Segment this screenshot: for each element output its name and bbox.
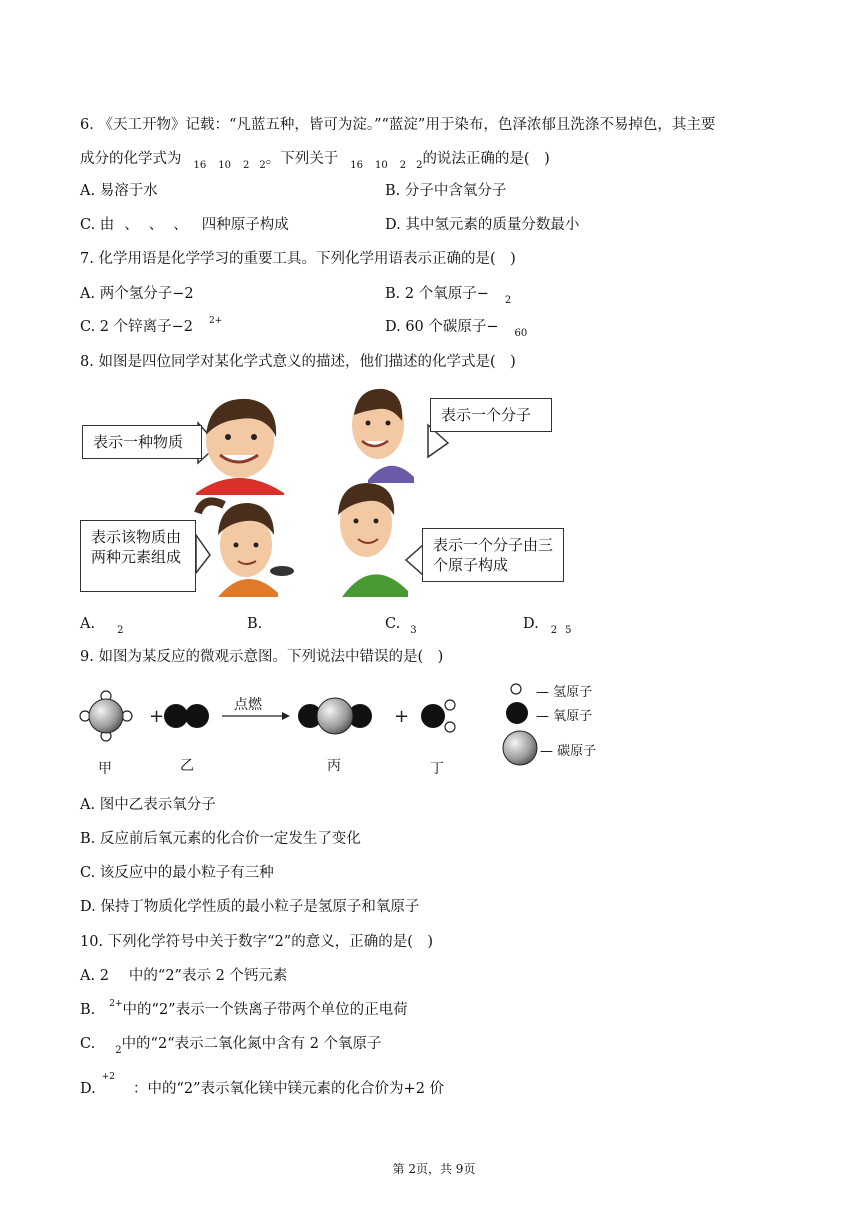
q6-option-b: B. 分子中含氧分子 (385, 183, 507, 199)
label-bing: 丙 (327, 758, 341, 774)
q10-option-d-prefix: D. (80, 1081, 96, 1097)
q8-option-d (523, 615, 571, 635)
q7-stem: 7. 化学用语是化学学习的重要工具。下列化学用语表示正确的是( ) (80, 251, 516, 267)
q7-option-b (385, 285, 511, 305)
q6-stem-line2 (80, 150, 550, 170)
q9-option-d: D. 保持丁物质化学性质的最小粒子是氢原子和氧原子 (80, 899, 420, 915)
page-footer: 第 2页，共 9页 (392, 1162, 476, 1176)
formula-sub: 60 (514, 328, 528, 339)
molecule-yi (164, 704, 209, 728)
bubble-pointer (196, 535, 210, 573)
q10-option-a-text: 中的“2”表示 2 个钙元素 (128, 968, 288, 984)
formula-sub: 2 (416, 160, 423, 171)
q6-stem-text-a: 成分的化学式为 (80, 151, 182, 167)
q6-option-c-suffix: 四种原子构成 (201, 217, 289, 233)
molecule-bing (298, 698, 372, 734)
q6-option-d: D. 其中氢元素的质量分数最小 (385, 217, 580, 233)
q10-option-d (80, 1072, 445, 1100)
formula-sub: 16 (350, 160, 363, 171)
q10-option-a (80, 967, 287, 985)
student-2-illustration (352, 389, 414, 483)
legend-oxygen: — 氧原子 (536, 709, 593, 724)
formula-sub: 2 (259, 160, 266, 171)
q8-option-c (385, 615, 417, 635)
label-jia: 甲 (98, 761, 112, 777)
q7-option-c (80, 318, 222, 338)
formula-sub: 2 (504, 295, 512, 306)
formula-sup: 2+ (209, 316, 223, 326)
q9-option-a: A. 图中乙表示氧分子 (80, 797, 216, 813)
speech-bubble-2: 表示一个分子 (430, 398, 552, 432)
molecule-jia (80, 691, 132, 741)
formula-sub: 5 (565, 625, 572, 636)
bubble-pointer (406, 545, 423, 575)
q10-option-c (80, 1035, 382, 1055)
q10-option-a-prefix: A. 2 (80, 968, 109, 984)
formula-sub: 10 (374, 160, 388, 171)
q10-option-b-prefix: B. (80, 1002, 96, 1018)
q8-stem: 8. 如图是四位同学对某化学式意义的描述，他们描述的化学式是( ) (80, 354, 516, 370)
formula-sub: 2 (550, 625, 558, 636)
q9-option-b: B. 反应前后氧元素的化合价一定发生了变化 (80, 831, 361, 847)
speech-bubble-3: 表示该物质由两种元素组成 (80, 520, 196, 592)
speech-bubble-1: 表示一种物质 (82, 425, 202, 459)
q10-option-d-text: ：中的“2”表示氧化镁中镁元素的化合价为+2 价 (133, 1081, 445, 1097)
q9-reaction-diagram (76, 678, 616, 778)
q9-option-c: C. 该反应中的最小粒子有三种 (80, 865, 274, 881)
formula-sub: 2 (242, 160, 250, 171)
q7-option-d (385, 318, 527, 338)
formula-sub: 2 (115, 1045, 122, 1056)
formula-sub: 16 (193, 160, 207, 171)
plus-sign: + (394, 706, 410, 727)
formula-sup: +2 (101, 1072, 115, 1082)
q6-stem-line1: 6. 《天工开物》记载：“凡蓝五种，皆可为淀。”“蓝淀”用于染布，色泽浓郁且洗涤不易掉色，其主要 (80, 117, 716, 133)
q7-option-d-text: D. 60 个碳原子− (385, 319, 499, 335)
q6-stem-text-b: 。下列关于 (265, 151, 339, 167)
q10-stem: 10. 下列化学符号中关于数字“2”的意义，正确的是( ) (80, 934, 434, 950)
legend-carbon: — 碳原子 (540, 744, 597, 759)
q10-option-b-text: 中的“2”表示一个铁离子带两个单位的正电荷 (122, 1002, 408, 1018)
separator: 、 (124, 217, 139, 233)
q7-option-b-text: B. 2 个氧原子− (385, 286, 489, 302)
molecule-ding (421, 700, 455, 732)
legend-symbols (503, 684, 537, 765)
formula-sub: 2 (117, 625, 124, 636)
plus-sign: + (149, 706, 165, 727)
q10-option-b (80, 1001, 408, 1021)
reaction-condition: 点燃 (234, 697, 262, 713)
q6-option-c-prefix: C. 由 (80, 217, 115, 233)
q10-option-c-text: 中的“2“表示二氧化氮中含有 2 个氧原子 (121, 1036, 382, 1052)
q8-option-b: B. (247, 616, 263, 632)
q6-stem-text-c: 的说法正确的是( ) (422, 151, 550, 167)
speech-bubble-4: 表示一个分子由三个原子构成 (422, 528, 564, 582)
q8-option-d-label: D. (523, 616, 539, 632)
q6-option-c (80, 216, 289, 234)
q10-option-c-prefix: C. (80, 1036, 96, 1052)
q7-option-a: A. 两个氢分子−2 (80, 286, 194, 302)
label-yi: 乙 (180, 758, 194, 774)
q8-option-a (80, 615, 123, 635)
q8-option-c-label: C. (385, 616, 401, 632)
separator: 、 (148, 217, 164, 233)
legend-hydrogen: — 氢原子 (536, 685, 593, 700)
label-ding: 丁 (430, 761, 444, 777)
formula-sub: 3 (410, 625, 417, 636)
formula-sub: 2 (399, 160, 407, 171)
q9-stem: 9. 如图为某反应的微观示意图。下列说法中错误的是( ) (80, 649, 444, 665)
student-4-illustration (338, 483, 408, 597)
student-3-illustration (198, 501, 294, 597)
q8-option-a-label: A. (80, 616, 96, 632)
q7-option-c-text: C. 2 个锌离子−2 (80, 319, 194, 335)
student-1-illustration (196, 399, 284, 495)
separator: 、 (173, 217, 188, 233)
formula-sub: 10 (218, 160, 231, 171)
formula-sup: 2+ (109, 999, 123, 1009)
q6-option-a: A. 易溶于水 (80, 183, 158, 199)
